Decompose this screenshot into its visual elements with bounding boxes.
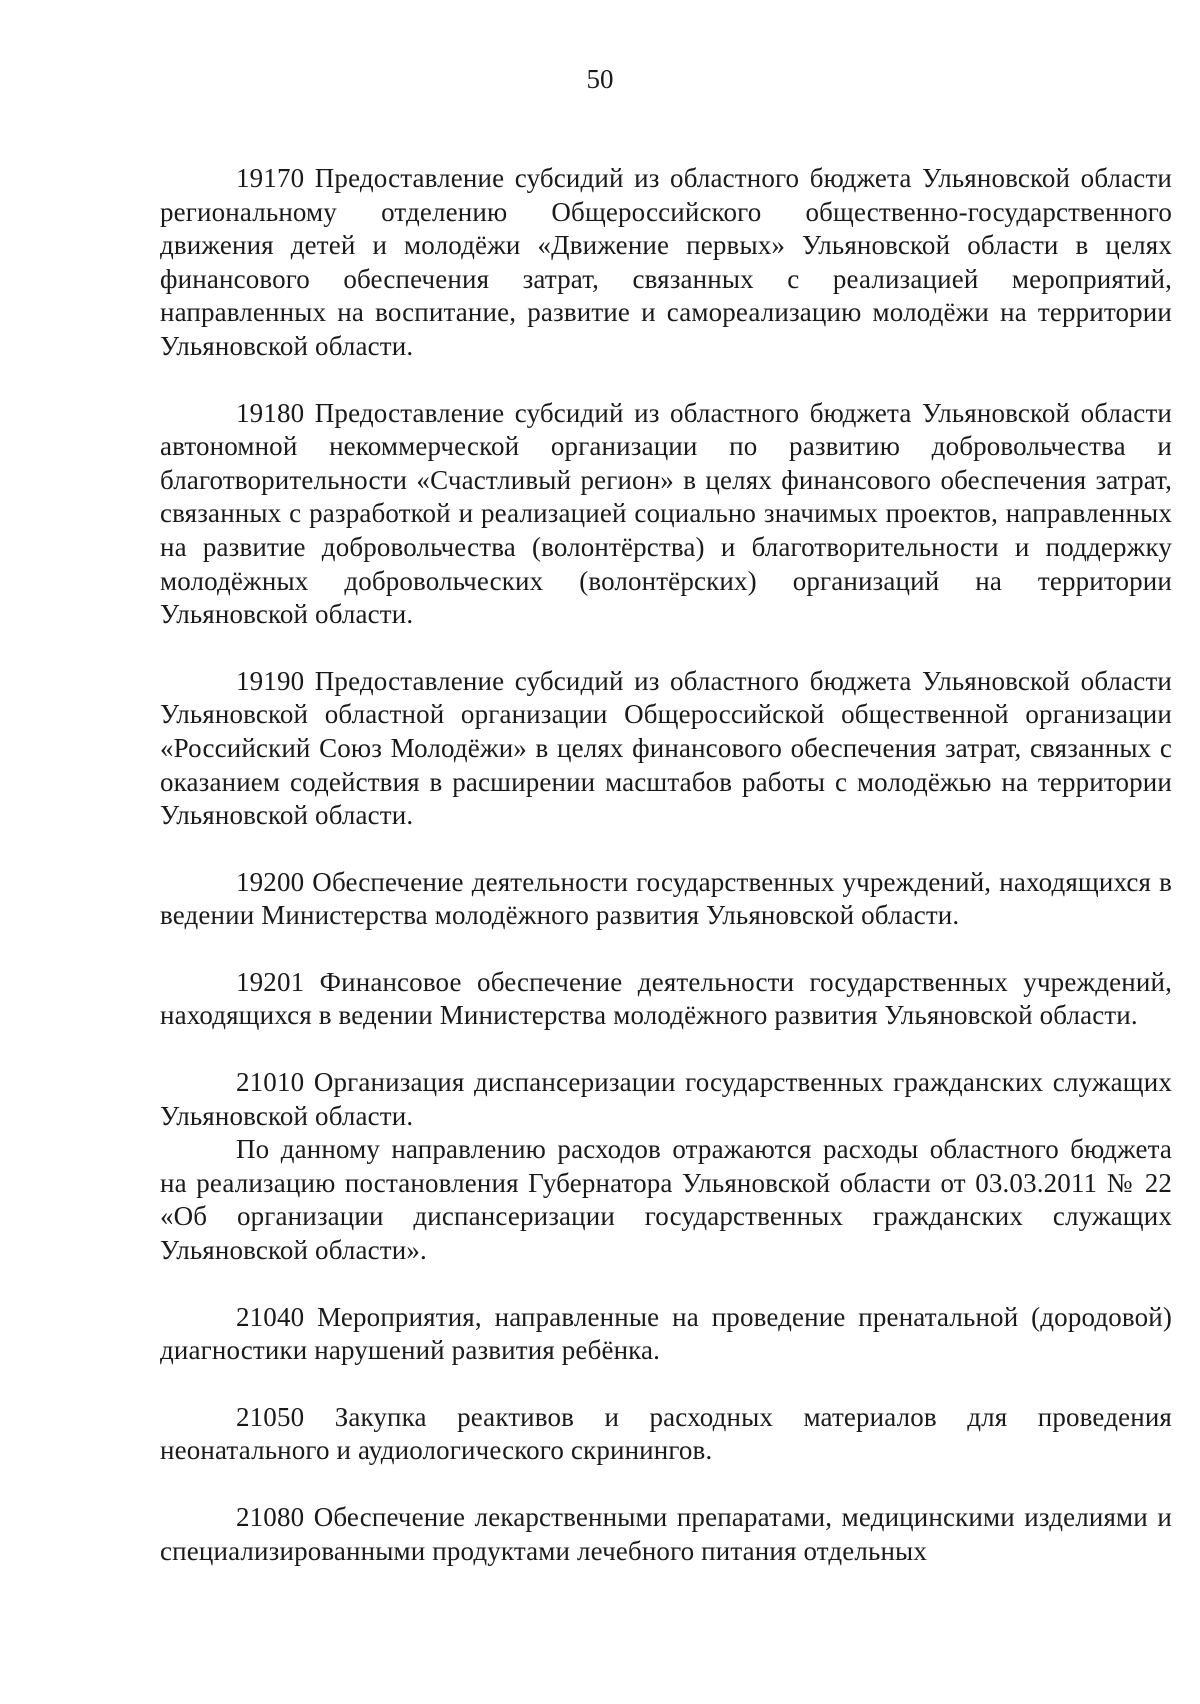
paragraph-21010: 21010 Организация диспансеризации государственных гражданских служащих Ульяновской области.: [160, 1067, 1172, 1131]
paragraph-21050: 21050 Закупка реактивов и расходных материалов для проведения неонатального и аудиологического скринингов.: [160, 1401, 1172, 1466]
document-body: [160, 162, 1172, 1568]
paragraph-21010-note: По данному направлению расходов отражаются расходы областного бюджета на реализацию постановления Губернатора Ульяновской области от 03.03.2011 № 22 «Об организации диспансеризации государственных гражданских служащих Ульяновской области».: [160, 1134, 1172, 1266]
paragraph-19201: 19201 Финансовое обеспечение деятельности государственных учреждений, находящихся в ведении Министерства молодёжного развития Ульяновской области.: [160, 966, 1172, 1031]
paragraph-19180: 19180 Предоставление субсидий из областного бюджета Ульяновской области автономной некоммерческой организации по развитию добровольчества и благотворительности «Счастливый регион» в целях финансового обеспечения затрат, связанных с разработкой и реализацией социально значимых проектов, направленных на развитие добровольчества (волонтёрства) и благотворительности и поддержку молодёжных добровольческих (волонтёрских) организаций на территории Ульяновской области.: [160, 397, 1172, 630]
paragraph-21080: 21080 Обеспечение лекарственными препаратами, медицинскими изделиями и специализированными продуктами лечебного питания отдельных: [160, 1502, 1172, 1566]
paragraph-19190: 19190 Предоставление субсидий из областного бюджета Ульяновской области Ульяновской областной организации Общероссийской общественной организации «Российский Союз Молодёжи» в целях финансового обеспечения затрат, связанных с оказанием содействия в расширении масштабов работы с молодёжью на территории Ульяновской области.: [160, 665, 1172, 831]
paragraph-19170: 19170 Предоставление субсидий из областного бюджета Ульяновской области региональному отделению Общероссийского общественно-государственного движения детей и молодёжи «Движение первых» Ульяновской области в целях финансового обеспечения затрат, связанных с реализацией мероприятий, направленных на воспитание, развитие и самореализацию молодёжи на территории Ульяновской области.: [160, 163, 1172, 361]
page-number: 50: [586, 64, 614, 94]
paragraph-21040: 21040 Мероприятия, направленные на проведение пренатальной (дородовой) диагностики нарушений развития ребёнка.: [160, 1301, 1172, 1366]
paragraph-19200: 19200 Обеспечение деятельности государственных учреждений, находящихся в ведении Министерства молодёжного развития Ульяновской области.: [160, 866, 1172, 931]
